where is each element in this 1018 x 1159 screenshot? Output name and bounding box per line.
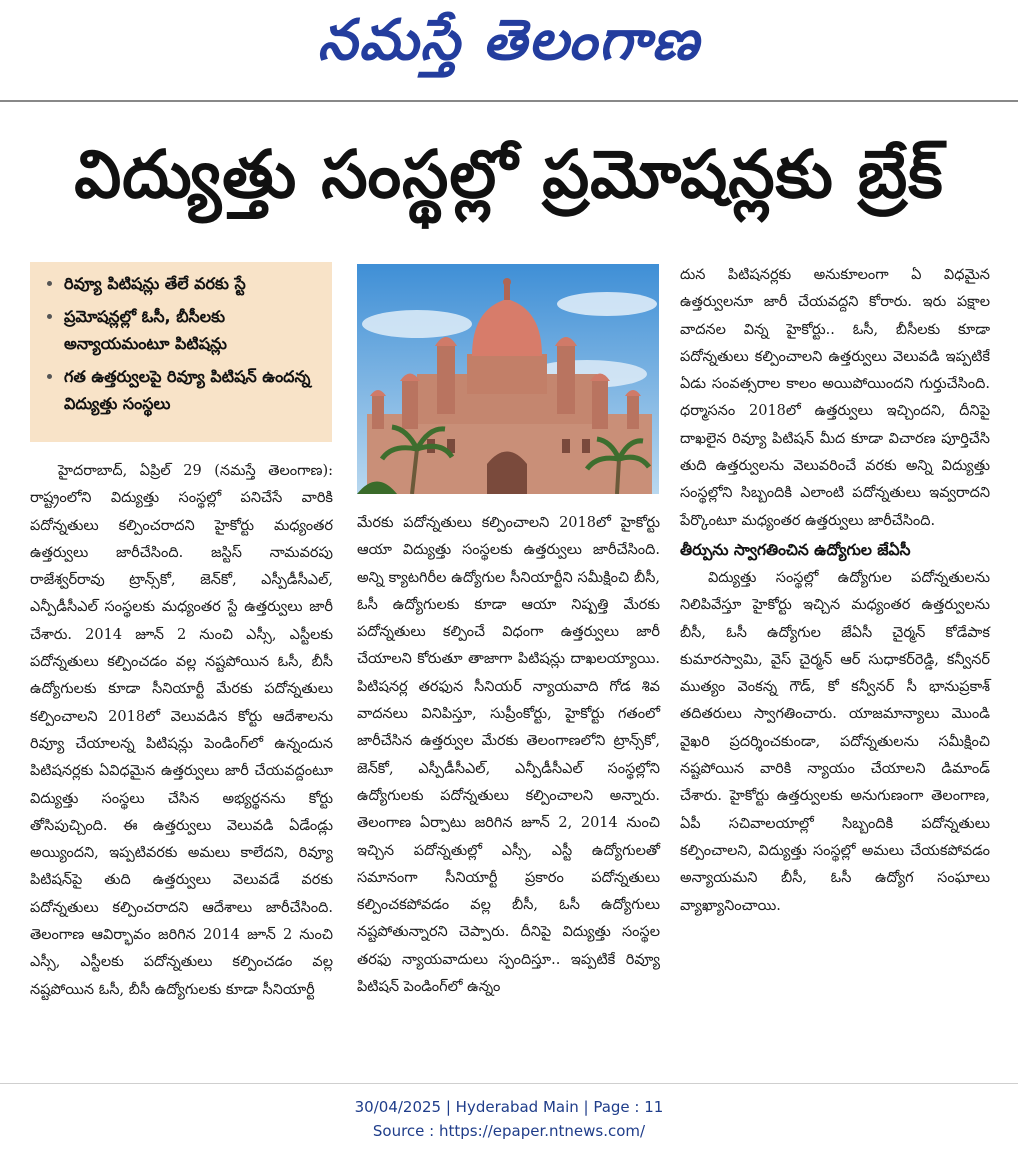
article-paragraph: మేరకు పదోన్నతులు కల్పించాలని 2018లో హైకోర్టు ఆయా విద్యుత్తు సంస్థలకు ఉత్తర్వులు జారీచేసింది. అన్ని క్యాటగిరీల ఉద్యోగుల సీనియార్టీని సమీక్షించి బీసీ, ఓసీ ఉద్యోగులకు కూడా ఆయా నిష్పత్తి మేరకు పదోన్నతులు కల్పించే విధంగా ఉత్తర్వులు జారీ చేయాలని కోరుతూ తాజాగా పిటిషన్లు దాఖలయ్యాయి. పిటిషనర్ల తరఫున సీనియర్ న్యాయవాది గోడ శివ వాదనలు వినిపిస్తూ, సుప్రీంకోర్టు, హైకోర్టు గతంలో జారీచేసిన ఉత్తర్వుల మేరకు తెలంగాణలోని ట్రాన్స్‌కో, జెన్‌కో, ఎస్పీడీసీఎల్, ఎన్పీడీసీఎల్ సంస్థల్లోని ఉద్యోగులకు పదోన్నతులు కల్పించాలని అన్నారు. తెలంగాణ ఏర్పాటు జరిగిన జూన్ 2, 2014 నుంచి ఇచ్చిన పదోన్నతుల్లో ఎస్సీ, ఎస్టీ ఉద్యోగులతో సమానంగా సీనియార్టీ ప్రకారం పదోన్నతులు కల్పించకపోవడం వల్ల బీసీ, ఓసీ ఉద్యోగులు నష్టపోతున్నారని చెప్పారు. దీనిపై విద్యుత్తు సంస్థల తరఫు న్యాయవాదులు స్పందిస్తూ.. ఇప్పటికే రివ్యూ పిటిషన్ పెండింగ్‌లో ఉన్నం xyxy=(357,515,660,996)
footer-edition-info: 30/04/2025 | Hyderabad Main | Page : 11 xyxy=(354,1098,664,1116)
masthead xyxy=(0,0,1018,100)
highlight-item: • గత ఉత్తర్వులపై రివ్యూ పిటిషన్ ఉందన్న విద్యుత్తు సంస్థలు xyxy=(64,363,322,417)
article-paragraph: విద్యుత్తు సంస్థల్లో ఉద్యోగుల పదోన్నతులను నిలిపివేస్తూ హైకోర్టు ఇచ్చిన మధ్యంతర ఉత్తర్వులను బీసీ, ఓసీ ఉద్యోగుల జేఏసీ చైర్మన్ కోడేపాక కుమారస్వామి, వైస్ చైర్మన్ ఆర్ సుధాకర్‌రెడ్డి, కన్వీనర్ ముత్యం వెంకన్న గౌడ్, కో కన్వీనర్ సీ భానుప్రకాశ్ తదితరులు స్వాగతించారు. యాజమాన్యాలు మొండి వైఖరి ప్రదర్శించకుండా, పదోన్నతులను సమీక్షించి నష్టపోయిన వారికి న్యాయం చేయాలని డిమాండ్ చేశారు. హైకోర్టు ఉత్తర్వులకు అనుగుణంగా తెలంగాణ, ఏపీ సచివాలయాల్లో సిబ్బందికి పదోన్నతులు కల్పించాలని, విద్యుత్తు సంస్థల్లో అమలు చేయకపోవడం అన్యాయమని బీసీ, ఓసీ ఉద్యోగ సంఘాలు వ్యాఖ్యానించాయి. xyxy=(680,569,990,914)
highlights-box xyxy=(30,262,332,442)
article-subheading: తీర్పును స్వాగతించిన ఉద్యోగుల జేఏసీ xyxy=(680,540,911,559)
high-court-photo xyxy=(357,264,659,494)
page-footer xyxy=(0,1095,1018,1143)
highlight-item: • రివ్యూ పిటిషన్లు తేలే వరకు స్టే xyxy=(64,270,322,297)
article-paragraph: హైదరాబాద్, ఏప్రిల్ 29 (నమస్తే తెలంగాణ): రాష్ట్రంలోని విద్యుత్తు సంస్థల్లో పనిచేసే వారికి పదోన్నతులు కల్పించరాదని హైకోర్టు మధ్యంతర ఉత్తర్వులు జారీచేసింది. జస్టిస్ నామవరపు రాజేశ్వర్‌రావు ట్రాన్స్‌కో, జెన్‌కో, ఎస్పీడీసీఎల్, ఎన్పీడీసీఎల్ సంస్థలకు మధ్యంతర స్టే ఉత్తర్వులు జారీ చేశారు. 2014 జూన్ 2 నుంచి ఎస్సీ, ఎస్టీలకు పదోన్నతులు కల్పించడం వల్ల నష్టపోయిన ఓసీ, బీసీ ఉద్యోగులకు కూడా సీనియార్టీ మేరకు పదోన్నతులు కల్పించాలని 2018లో వెలువడిన కోర్టు ఆదేశాలను రివ్యూ చేయాలన్న పిటిషన్లు పెండింగ్‌లో ఉన్నందున పిటిషనర్లకు ఏవిధమైన ఉత్తర్వులు జారీ చేయవద్దంటూ విద్యుత్తు సంస్థలు చేసిన అభ్యర్థనను కోర్టు తోసిపుచ్చింది. ఈ ఉత్తర్వులు వెలువడి ఏడేండ్లు అయ్యిందని, ఇప్పటివరకు అమలు కాలేదని, రివ్యూ పిటిషన్‌పై తుది ఉత్తర్వులు వెలువడే వరకు పదోన్నతులు కల్పించరాదని ఆదేశాలు జారీచేసింది. తెలంగాణ ఆవిర్భావం జరిగిన 2014 జూన్ 2 నుంచి ఎస్సీ, ఎస్టీలకు పదోన్నతులు కల్పించడం వల్ల నష్టపోయిన ఓసీ, బీసీ ఉద్యోగులకు కూడా సీనియార్టీ xyxy=(30,463,333,998)
footer-source-link[interactable]: Source : https://epaper.ntnews.com/ xyxy=(372,1122,646,1140)
article-headline: విద్యుత్తు సంస్థల్లో ప్రమోషన్లకు బ్రేక్ xyxy=(74,136,944,213)
article-column-2 xyxy=(357,510,660,1001)
article-column-3 xyxy=(680,262,990,920)
highlight-item: • ప్రమోషన్లల్లో ఓసీ, బీసీలకు అన్యాయమంటూ పిటిషన్లు xyxy=(64,303,322,357)
article-paragraph: దున పిటిషనర్లకు అనుకూలంగా ఏ విధమైన ఉత్తర్వులనూ జారీ చేయవద్దని కోరారు. ఇరు పక్షాల వాదనల విన్న హైకోర్టు.. ఓసీ, బీసీలకు కూడా పదోన్నతులు కల్పించాలని ఉత్తర్వులు వెలువడి ఇప్పటికే ఏడు సంవత్సరాల కాలం అయిపోయిందని గుర్తుచేసింది. ధర్మాసనం 2018లో ఉత్తర్వులు ఇచ్చిందని, దీనిపై దాఖలైన రివ్యూ పిటిషన్ మీద కూడా విచారణ పూర్తిచేసి తుది ఉత్తర్వులను వెలువరించే వరకు అన్ని విద్యుత్తు సంస్థల్లోని సిబ్బందికి ఎలాంటి పదోన్నతులు ఇవ్వరాదని పేర్కొంటూ మధ్యంతర ఉత్తర్వులు జారీచేసింది. xyxy=(680,267,990,529)
masthead-divider xyxy=(0,100,1018,102)
footer-divider xyxy=(0,1083,1018,1084)
high-court-illustration xyxy=(357,264,659,494)
highlights-list xyxy=(48,270,322,417)
article-column-1 xyxy=(30,458,333,1004)
newspaper-logo: నమస్తే తెలంగాణ xyxy=(317,8,701,73)
